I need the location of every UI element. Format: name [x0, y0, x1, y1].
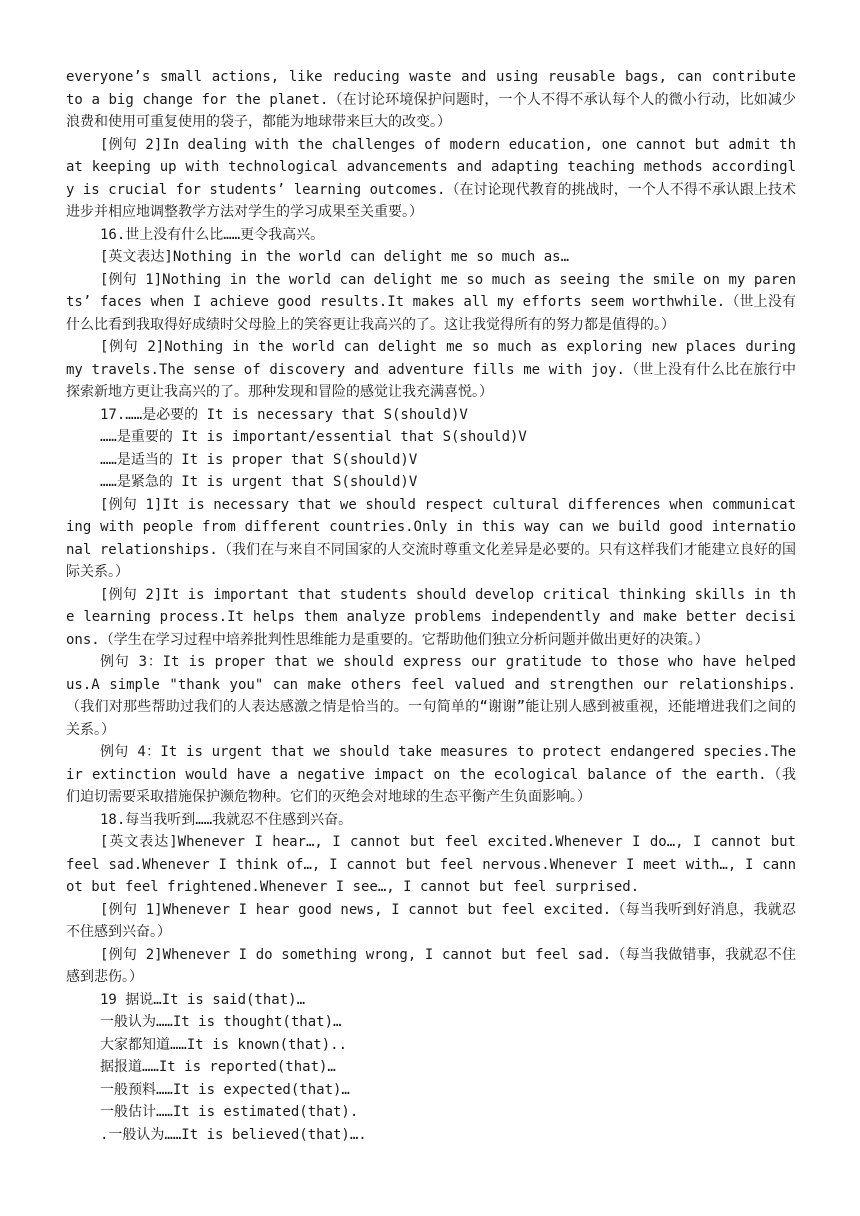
paragraph-s15-example-2: [例句 2]In dealing with the challenges of modern education, one cannot but admit that keeping up with technological advancements and adapting teaching methods accordingly is crucial for students’ learning outcomes.（在讨论现代教育的挑战时，一个人不得不承认跟上技术进步并相应地调整教学方法对学生的学习成果至关重要。）	[66, 136, 796, 220]
document-page	[66, 66, 796, 1146]
paragraph-s18-example-1: [例句 1]Whenever I hear good news, I cannot but feel excited.（每当我听到好消息，我就忍不住感到兴奋。）	[66, 901, 796, 940]
paragraph-s17-example-1: [例句 1]It is necessary that we should respect cultural differences when communicating with people from different countries.Only in this way can we build good international relationships.（我们在与来自不同国家的人交流时尊重文化差异是必要的。只有这样我们才能建立良好的国际关系。）	[66, 496, 796, 580]
paragraph-s17-example-2: [例句 2]It is important that students should develop critical thinking skills in the learning process.It helps them analyze problems independently and make better decisions.（学生在学习过程中培养批判性思维能力是重要的。它帮助他们独立分析问题并做出更好的决策。）	[66, 586, 796, 648]
paragraph-s19-line-6: 一般估计……It is estimated(that).	[100, 1104, 359, 1120]
paragraph-s19-line-2: 一般认为……It is thought(that)…	[100, 1014, 342, 1030]
paragraph-s19-line-4: 据报道……It is reported(that)…	[100, 1059, 336, 1075]
paragraph-s19-line-3: 大家都知道……It is known(that)..	[100, 1036, 348, 1053]
paragraph-s19-line-7: .一般认为……It is believed(that)….	[100, 1126, 367, 1143]
paragraph-s17-heading: 17.……是必要的 It is necessary that S(should)V	[100, 406, 468, 423]
paragraph-s16-expression: [英文表达]Nothing in the world can delight me so much as…	[100, 249, 570, 265]
paragraph-s16-example-2: [例句 2]Nothing in the world can delight me so much as exploring new places during my travels.The sense of discovery and adventure fills me with joy.（世上没有什么比在旅行中探索新地方更让我高兴的了。那种发现和冒险的感觉让我充满喜悦。）	[66, 339, 796, 400]
paragraph-s17-line-4: ……是紧急的 It is urgent that S(should)V	[100, 474, 418, 490]
paragraph-s17-line-3: ……是适当的 It is proper that S(should)V	[100, 451, 418, 468]
paragraph-s17-example-3: 例句 3：It is proper that we should express our gratitude to those who have helped us.A simple "thank you" can make others feel valued and strengthen our relationships.（我们对那些帮助过我们的人表达感激之情是恰当的。一句简单的“谢谢”能让别人感到被重视，还能增进我们之间的关系。）	[66, 654, 796, 738]
paragraph-s18-example-2: [例句 2]Whenever I do something wrong, I cannot but feel sad.（每当我做错事，我就忍不住感到悲伤。）	[66, 946, 796, 985]
paragraph-s19-heading: 19 据说…It is said(that)…	[100, 991, 306, 1008]
paragraph-s17-line-2: ……是重要的 It is important/essential that S(should)V	[100, 429, 527, 445]
paragraph-s16-example-1: [例句 1]Nothing in the world can delight me so much as seeing the smile on my parents’ faces when I achieve good results.It makes all my efforts seem worthwhile.（世上没有什么比看到我取得好成绩时父母脸上的笑容更让我高兴的了。这让我觉得所有的努力都是值得的。）	[66, 271, 796, 333]
paragraph-s18-expression: [英文表达]Whenever I hear…, I cannot but feel excited.Whenever I do…, I cannot but feel sad.Whenever I think of…, I cannot but feel nervous.Whenever I meet with…, I cannot but feel frightened.Whenever I see…, I cannot but feel surprised.	[66, 834, 796, 895]
paragraph-s16-heading: 16.世上没有什么比……更令我高兴。	[100, 226, 325, 243]
paragraph-intro-continuation: everyone’s small actions, like reducing waste and using reusable bags, can contribute to a big change for the planet.（在讨论环境保护问题时，一个人不得不承认每个人的微小行动，比如减少浪费和使用可重复使用的袋子，都能为地球带来巨大的改变。）	[66, 69, 796, 130]
paragraph-s17-example-4: 例句 4：It is urgent that we should take measures to protect endangered species.Their extinction would have a negative impact on the ecological balance of the earth.（我们迫切需要采取措施保护濒危物种。它们的灭绝会对地球的生态平衡产生负面影响。）	[66, 744, 796, 805]
paragraph-s18-heading: 18.每当我听到……我就忍不住感到兴奋。	[100, 811, 353, 828]
paragraph-s19-line-5: 一般预料……It is expected(that)…	[100, 1081, 350, 1098]
